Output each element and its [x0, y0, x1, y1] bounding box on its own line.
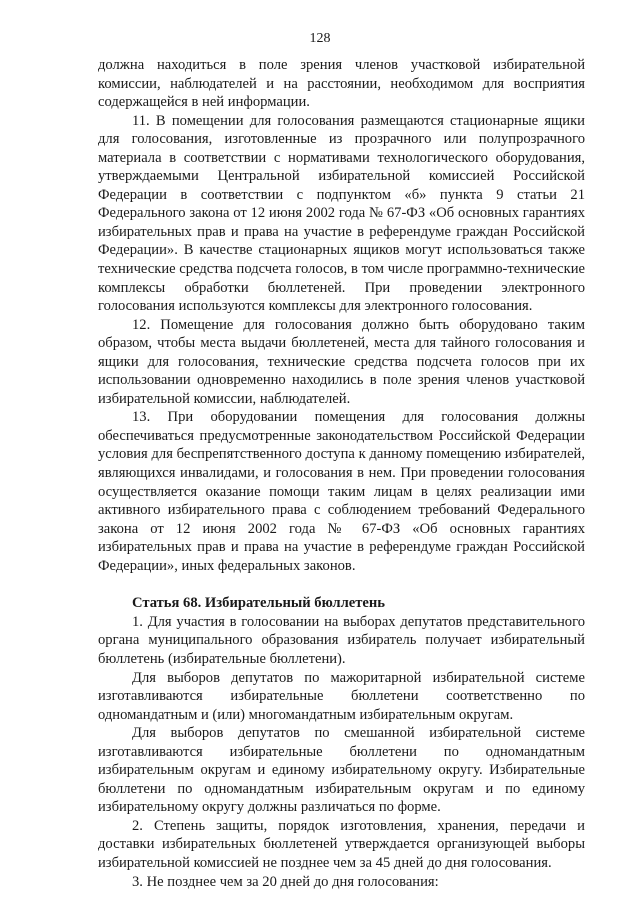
page-number: 128	[309, 31, 331, 46]
article-paragraph-3: 3. Не позднее чем за 20 дней до дня голосования:	[132, 873, 439, 890]
paragraph-item-11: 11. В помещении для голосования размещаются стационарные ящики для голосования, изготовленные из прозрачного или полупрозрачного материала в соответствии с нормативами технологического оборудования, утверждаемыми Центральной избирательной комиссией Российской Федерации в соответствии с подпунктом «б» пункта 9 статьи 21 Федерального закона от 12 июня 2002 года № 67-ФЗ «Об основных гарантиях избирательных прав и права на участие в референдуме граждан Российской Федерации». В качестве стационарных ящиков могут использоваться также технические средства подсчета голосов, в том числе программно-технические комплексы обработки бюллетеней. При проведении электронного голосования используются комплексы для электронного голосования.	[98, 112, 585, 315]
article-paragraph-mixed: Для выборов депутатов по смешанной избирательной системе изготавливаются избирательные бюллетени по одномандатным избирательным округам и единому избирательному округу. Избирательные бюллетени по одномандатным избирательным округам и по единому избирательному округу должны различаться по форме.	[98, 725, 585, 816]
article-paragraph-1: 1. Для участия в голосовании на выборах депутатов представительного органа муниципального образования избиратель получает избирательный бюллетень (избирательные бюллетени).	[98, 613, 585, 667]
article-heading: Статья 68. Избирательный бюллетень	[132, 595, 386, 612]
paragraph-item-12: 12. Помещение для голосования должно быть оборудовано таким образом, чтобы места выдачи бюллетеней, места для тайного голосования и ящики для голосования, технические средства подсчета голосов при их использовании одновременно находились в поле зрения членов участковой избирательной комиссии, наблюдателей.	[98, 316, 585, 407]
article-paragraph-majoritarian: Для выборов депутатов по мажоритарной избирательной системе изготавливаются избирательные бюллетени соответственно по одномандатным и (или) многомандатным избирательным округам.	[98, 669, 585, 723]
article-paragraph-2: 2. Степень защиты, порядок изготовления, хранения, передачи и доставки избирательных бюллетеней утверждается организующей выборы избирательной комиссией не позднее чем за 45 дней до дня голосования.	[98, 817, 585, 871]
document-body	[98, 56, 585, 891]
paragraph-item-13: 13. При оборудовании помещения для голосования должны обеспечиваться предусмотренные законодательством Российской Федерации условия для беспрепятственного доступа к данному помещению избирателей, являющихся инвалидами, и голосования в нем. При проведении голосования осуществляется оказание помощи таким лицам в целях реализации ими активного избирательного права с соблюдением требований Федерального закона от 12 июня 2002 года № 67-ФЗ «Об основных гарантиях избирательных прав и права на участие в референдуме граждан Российской Федерации», иных федеральных законов.	[98, 409, 585, 574]
paragraph-continuation: должна находиться в поле зрения членов участковой избирательной комиссии, наблюдателей и на расстоянии, необходимом для восприятия содержащейся в ней информации.	[98, 57, 585, 111]
